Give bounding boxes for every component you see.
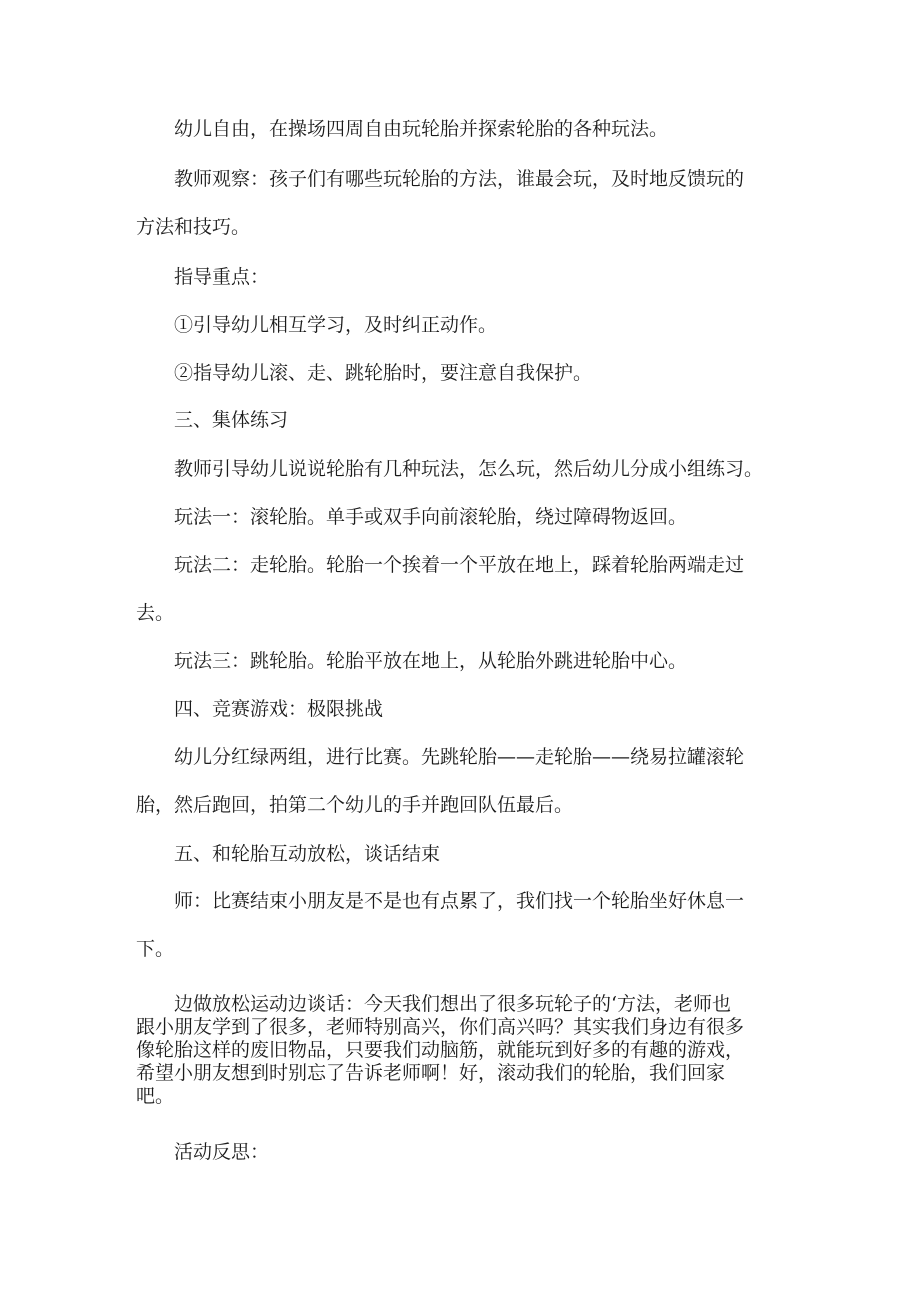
paragraph-teacher-speech [136, 892, 786, 959]
paragraph-guidance-heading [136, 268, 786, 287]
paragraph-teacher-observe [136, 170, 786, 237]
section-heading-competition [136, 700, 786, 719]
text-line: 去。 [136, 602, 175, 624]
paragraph-method-1 [136, 508, 786, 527]
paragraph-guidance-2 [136, 364, 786, 383]
text-line: 玩法一：滚轮胎。单手或双手向前滚轮胎，绕过障碍物返回。 [136, 506, 688, 528]
text-line: 指导重点： [136, 266, 270, 288]
text-line: 吧。 [136, 1085, 175, 1107]
text-line: 教师引导幼儿说说轮胎有几种玩法，怎么玩，然后幼儿分成小组练习。 [136, 458, 764, 480]
text-line: 方法和技巧。 [136, 216, 251, 238]
paragraph-teacher-guide [136, 460, 786, 479]
text-line: 玩法二：走轮胎。轮胎一个挨着一个平放在地上，踩着轮胎两端走过 [136, 554, 745, 576]
text-line: 希望小朋友想到时别忘了告诉老师啊！好，滚动我们的轮胎，我们回家 [136, 1062, 726, 1084]
section-heading-relax [136, 845, 786, 864]
text-line: 玩法三：跳轮胎。轮胎平放在地上，从轮胎外跳进轮胎中心。 [136, 650, 688, 672]
text-line: 四、竞赛游戏：极限挑战 [136, 698, 384, 720]
text-line: 边做放松运动边谈话：今天我们想出了很多玩轮子的‘方法，老师也 [136, 993, 732, 1015]
section-heading-group-practice [136, 411, 786, 430]
section-heading-reflection [136, 1143, 786, 1162]
text-line: 师：比赛结束小朋友是不是也有点累了，我们找一个轮胎坐好休息一 [136, 890, 745, 912]
text-line: 胎，然后跑回，拍第二个幼儿的手并跑回队伍最后。 [136, 794, 574, 816]
paragraph-method-2 [136, 556, 786, 623]
paragraph-guidance-1 [136, 316, 786, 335]
text-line: ②指导幼儿滚、走、跳轮胎时，要注意自我保护。 [136, 362, 593, 384]
paragraph-method-3 [136, 652, 786, 671]
text-line: 跟小朋友学到了很多，老师特别高兴，你们高兴吗？其实我们身边有很多 [136, 1016, 745, 1038]
paragraph-free-play [136, 120, 786, 139]
text-line: 幼儿自由，在操场四周自由玩轮胎并探索轮胎的各种玩法。 [136, 118, 669, 140]
paragraph-relax-talk [136, 993, 786, 1108]
text-line: 教师观察：孩子们有哪些玩轮胎的方法，谁最会玩，及时地反馈玩的 [136, 168, 745, 190]
text-line: 五、和轮胎互动放松，谈话结束 [136, 843, 441, 865]
text-line: 三、集体练习 [136, 409, 289, 431]
text-line: 下。 [136, 938, 175, 960]
text-line: 幼儿分红绿两组，进行比赛。先跳轮胎——走轮胎——绕易拉罐滚轮 [136, 746, 745, 768]
paragraph-competition-rules [136, 748, 786, 815]
text-line: ①引导幼儿相互学习，及时纠正动作。 [136, 314, 498, 336]
text-line: 活动反思： [136, 1141, 270, 1163]
text-line: 像轮胎这样的废旧物品，只要我们动脑筋，就能玩到好多的有趣的游戏， [136, 1039, 745, 1061]
